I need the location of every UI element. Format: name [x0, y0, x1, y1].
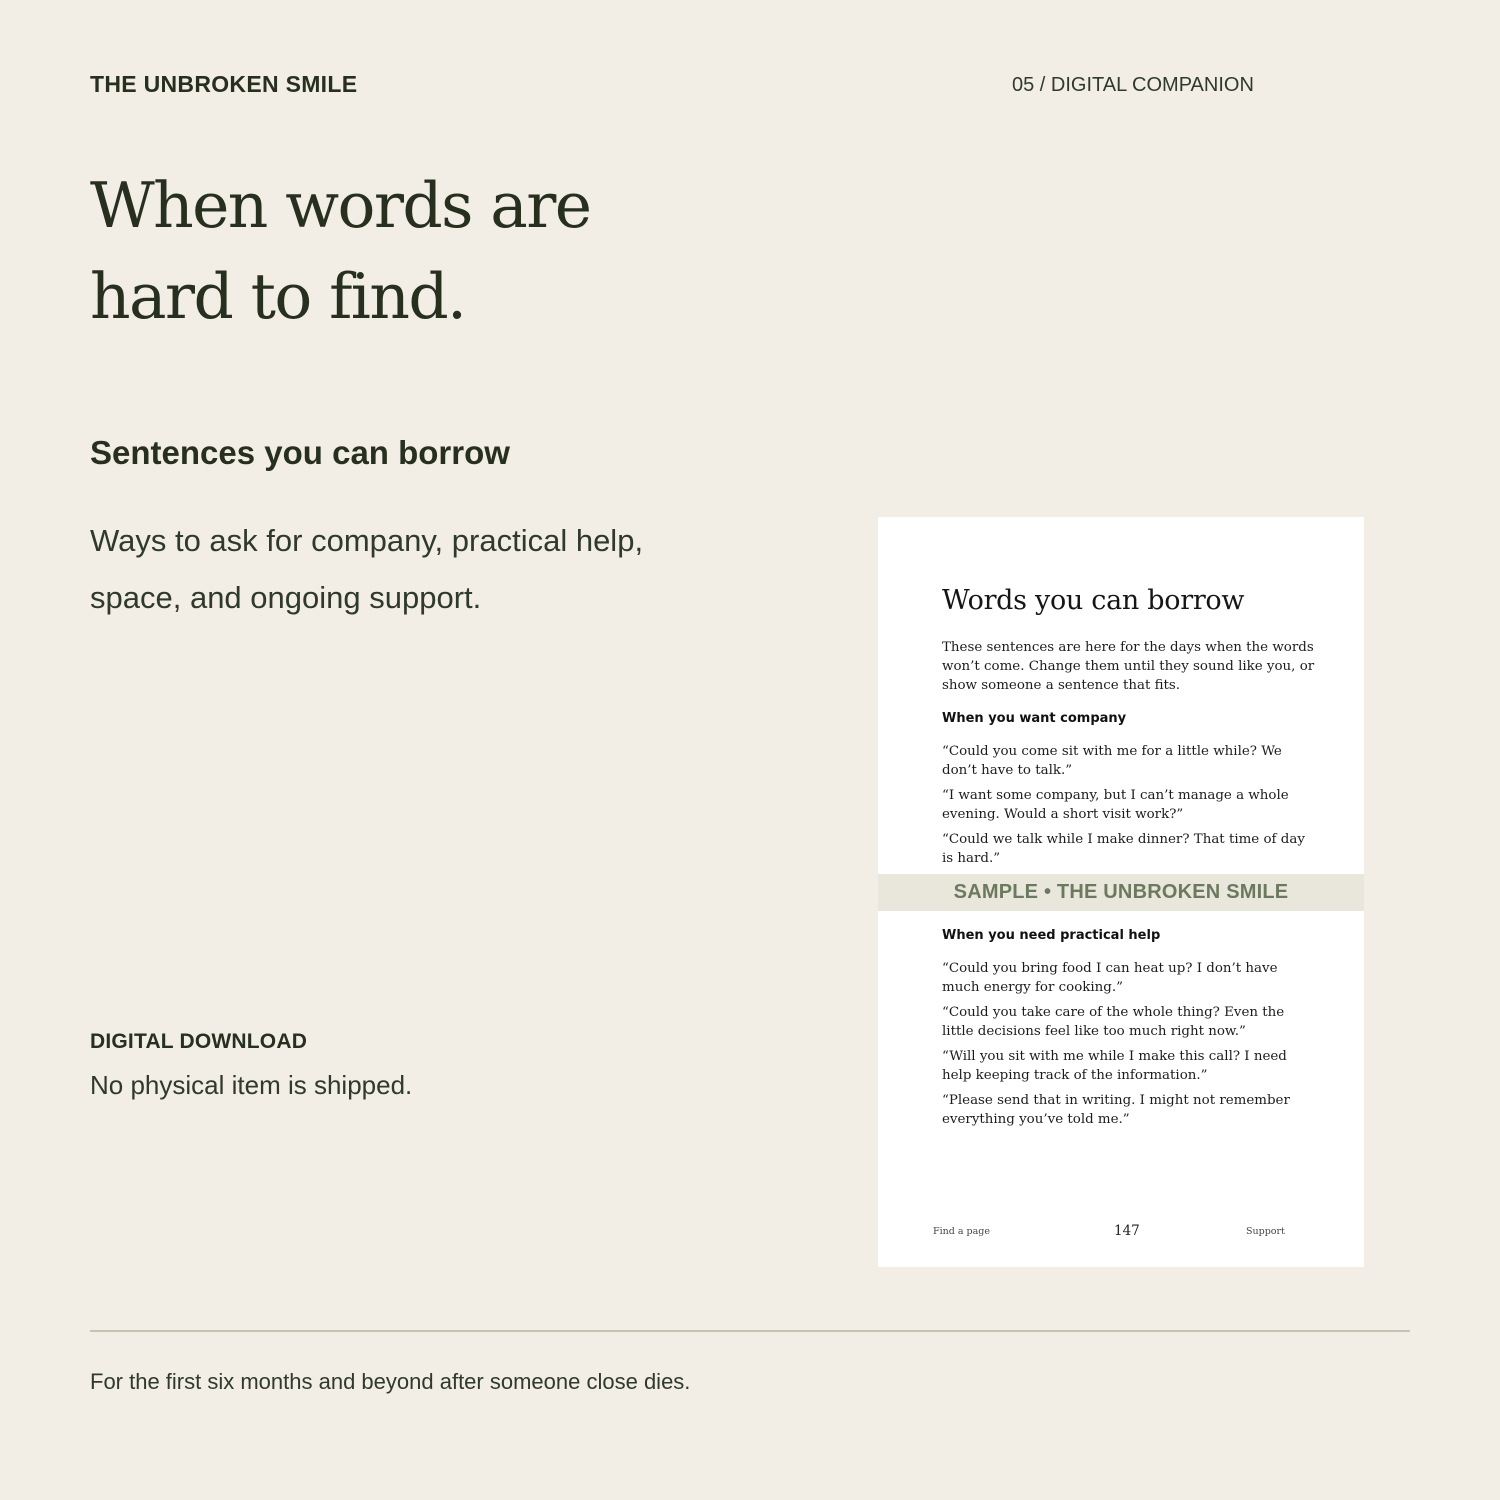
sample-quote: “Could you come sit with me for a little while? We don’t have to talk.” [942, 744, 1282, 778]
sample-section-heading: When you want company [942, 711, 1127, 726]
subheading: Sentences you can borrow [90, 434, 510, 471]
sample-quote: “I want some company, but I can’t manage a whole evening. Would a short visit work?” [942, 788, 1289, 822]
lede [90, 512, 730, 626]
sample-footer-left: Find a page [933, 1226, 990, 1237]
sample-section-heading: When you need practical help [942, 928, 1161, 943]
section-label: 05 / DIGITAL COMPANION [1012, 74, 1254, 96]
sample-watermark: SAMPLE • THE UNBROKEN SMILE [878, 874, 1364, 911]
download-label: DIGITAL DOWNLOAD [90, 1030, 308, 1053]
sample-quote: “Could you take care of the whole thing? Even the little decisions feel like too much right now.” [942, 1005, 1285, 1039]
sample-quote: “Could you bring food I can heat up? I don’t have much energy for cooking.” [942, 961, 1278, 995]
headline [90, 160, 790, 342]
sample-quote: “Will you sit with me while I make this call? I need help keeping track of the information.” [942, 1049, 1287, 1083]
sample-page-intro: These sentences are here for the days when the words won’t come. Change them until they sound like you, or show someone a sentence that fits. [942, 640, 1315, 693]
footer-tagline: For the first six months and beyond after someone close dies. [90, 1369, 691, 1394]
sample-page-title: Words you can borrow [942, 585, 1245, 616]
sample-quote: “Please send that in writing. I might not remember everything you’ve told me.” [942, 1093, 1290, 1127]
lede-line-1: Ways to ask for company, practical help, [90, 523, 644, 558]
headline-line-2: hard to find. [90, 260, 466, 333]
lede-line-2: space, and ongoing support. [90, 580, 482, 615]
sample-page-number: 147 [1114, 1223, 1140, 1239]
download-note: No physical item is shipped. [90, 1070, 413, 1100]
sample-page-preview [878, 517, 1364, 1267]
headline-line-1: When words are [90, 169, 591, 242]
sample-footer-right: Support [1246, 1226, 1285, 1237]
brand-name: THE UNBROKEN SMILE [90, 71, 358, 97]
sample-quote: “Could we talk while I make dinner? That time of day is hard.” [942, 832, 1305, 866]
divider [90, 1330, 1410, 1332]
